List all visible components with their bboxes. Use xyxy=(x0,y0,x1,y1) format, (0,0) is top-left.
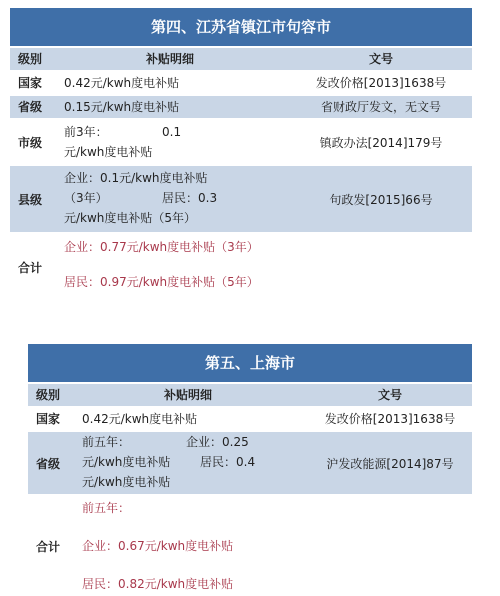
detail-text: 元/kwh度电补贴 xyxy=(64,145,153,159)
detail-cell: 0.42元/kwh度电补贴 xyxy=(82,412,198,426)
doc-cell: 发改价格[2013]1638号 xyxy=(315,76,447,90)
table-row xyxy=(10,120,472,164)
header-doc: 文号 xyxy=(377,388,402,402)
total-cell xyxy=(50,234,450,300)
header-detail: 补贴明细 xyxy=(163,388,212,402)
header-level: 级别 xyxy=(35,388,60,402)
header-level: 级别 xyxy=(17,52,42,66)
doc-cell: 句政发[2015]66号 xyxy=(329,192,433,207)
section-5-table xyxy=(28,344,472,596)
detail-cell: 0.15元/kwh度电补贴 xyxy=(64,100,180,114)
level-cell: 市级 xyxy=(17,135,42,150)
doc-cell: 发改价格[2013]1638号 xyxy=(324,412,456,426)
detail-text: 0.1 xyxy=(162,125,182,139)
table-row xyxy=(10,96,472,118)
table-row xyxy=(10,72,472,94)
table-row xyxy=(10,234,472,300)
total-text: 前五年： xyxy=(82,501,131,515)
total-text: 居民：0.97元/kwh度电补贴（5年） xyxy=(64,275,259,289)
detail-text: 前五年： xyxy=(82,435,131,449)
detail-cell: 0.42元/kwh度电补贴 xyxy=(64,76,180,90)
level-cell: 省级 xyxy=(17,100,42,114)
detail-text: 企业：0.1元/kwh度电补贴 xyxy=(64,171,208,185)
section-title: 第四、江苏省镇江市句容市 xyxy=(10,8,472,46)
section-title: 第五、上海市 xyxy=(28,344,472,382)
level-cell: 合计 xyxy=(35,539,60,554)
doc-cell: 沪发改能源[2014]87号 xyxy=(326,456,454,471)
header-detail: 补贴明细 xyxy=(145,52,194,66)
header-row xyxy=(10,48,472,70)
detail-text: 元/kwh度电补贴 xyxy=(82,455,171,469)
table-row xyxy=(28,432,472,494)
detail-text: 元/kwh度电补贴（5年） xyxy=(64,211,197,225)
header-doc: 文号 xyxy=(368,52,393,66)
detail-text: （3年） xyxy=(64,191,108,205)
detail-cell xyxy=(50,120,290,164)
detail-text: 企业：0.25 xyxy=(186,435,249,449)
level-cell: 省级 xyxy=(35,456,60,471)
detail-cell xyxy=(50,166,290,232)
total-text: 企业：0.67元/kwh度电补贴 xyxy=(82,539,234,553)
total-cell xyxy=(68,496,448,596)
level-cell: 国家 xyxy=(17,76,42,90)
detail-cell xyxy=(68,432,308,494)
header-row xyxy=(28,384,472,406)
detail-text: 居民：0.4 xyxy=(200,455,256,469)
section-4-table xyxy=(10,8,472,300)
level-cell: 国家 xyxy=(35,412,60,426)
total-text: 居民：0.82元/kwh度电补贴 xyxy=(82,577,234,591)
total-text: 企业：0.77元/kwh度电补贴（3年） xyxy=(64,240,259,254)
doc-cell: 省财政厅发文，无文号 xyxy=(320,100,441,114)
detail-text: 前3年： xyxy=(64,125,108,139)
table-row xyxy=(28,496,472,596)
level-cell: 县级 xyxy=(17,192,42,207)
level-cell: 合计 xyxy=(17,260,42,275)
detail-text: 元/kwh度电补贴 xyxy=(82,475,171,489)
doc-cell: 镇政办法[2014]179号 xyxy=(319,135,443,150)
table-row xyxy=(10,166,472,232)
table-row xyxy=(28,408,472,430)
detail-text: 居民：0.3 xyxy=(162,191,218,205)
